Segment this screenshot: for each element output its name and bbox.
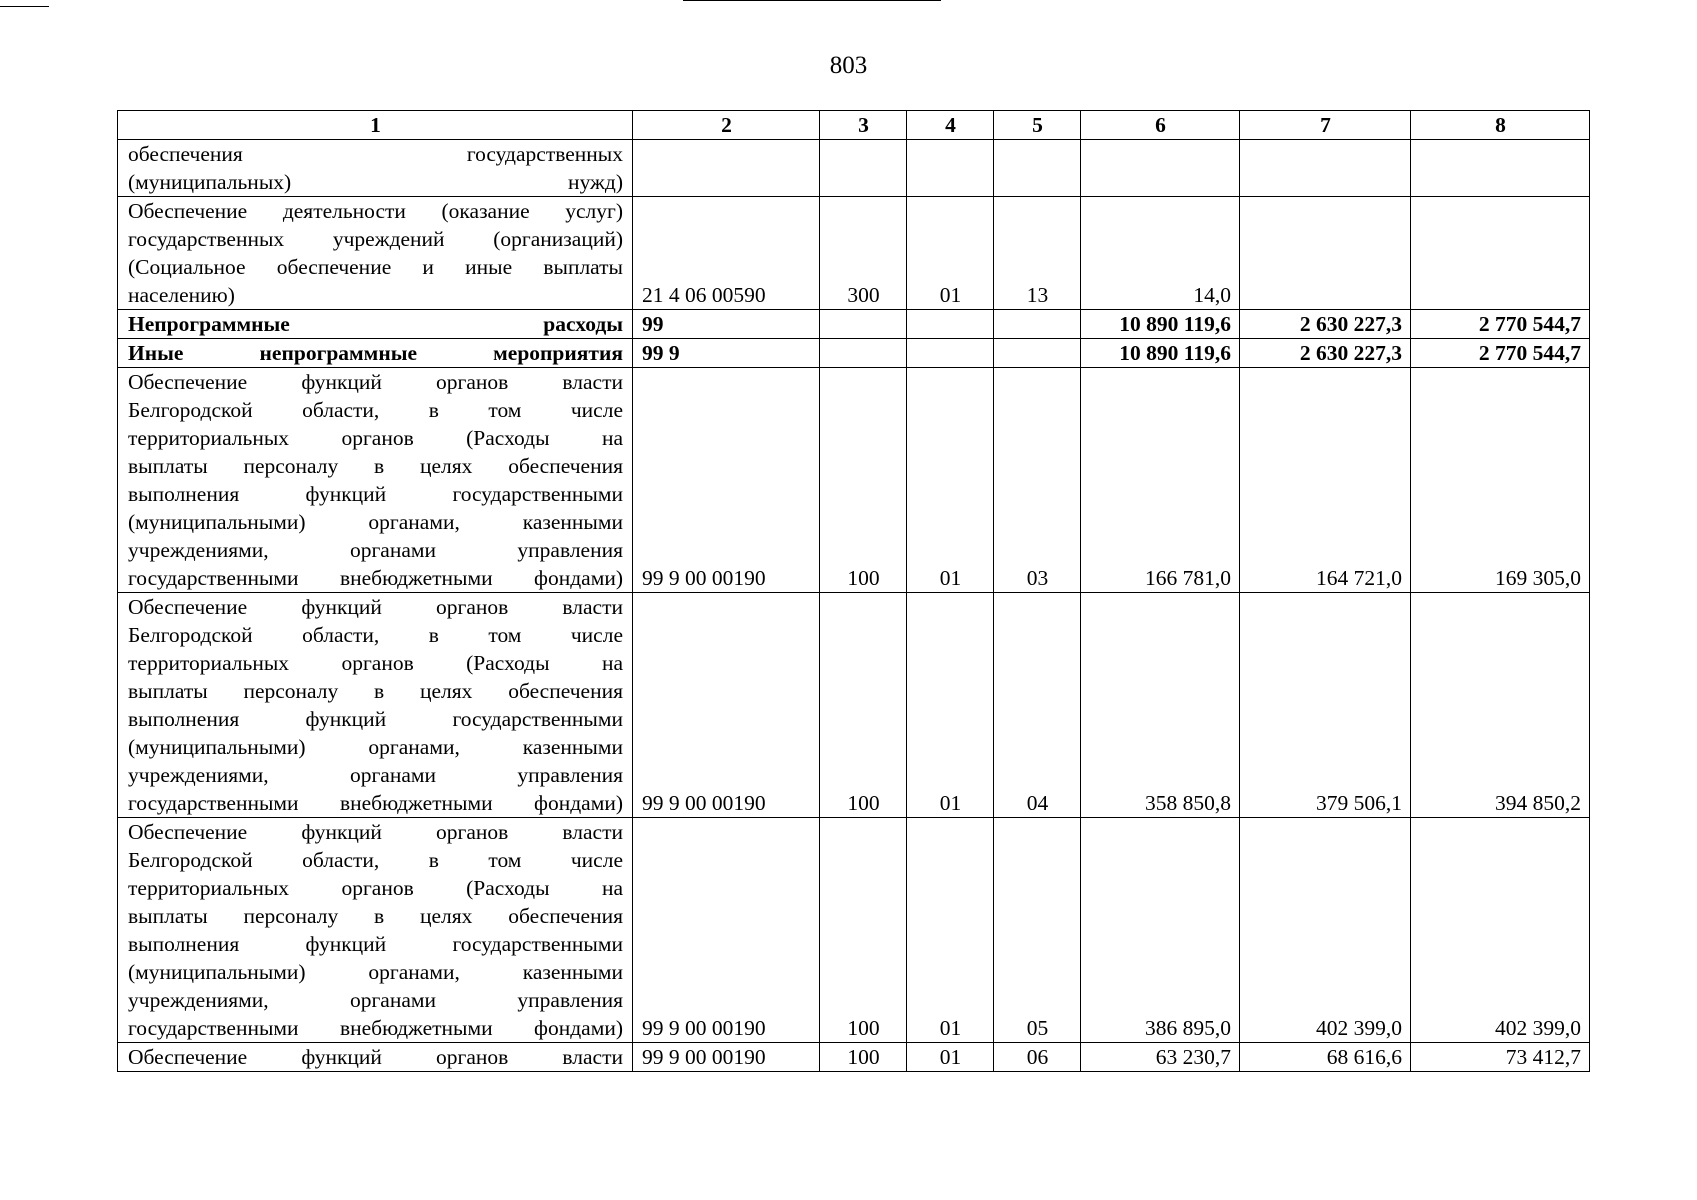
- subsection-cell: 13: [994, 197, 1081, 310]
- table-body: [118, 140, 1590, 1072]
- expense-type-cell: 100: [820, 818, 907, 1043]
- amount-col6-cell: 63 230,7: [1081, 1043, 1240, 1072]
- description-line: государственными внебюджетными фондами): [128, 791, 623, 815]
- description-line: Обеспечение деятельности (оказание услуг): [128, 199, 623, 223]
- description-line: выполнения функций государственными: [128, 707, 623, 731]
- row-description: [118, 140, 633, 197]
- amount-col7-cell: 2 630 227,3: [1240, 310, 1411, 339]
- amount-col6-cell: 166 781,0: [1081, 368, 1240, 593]
- description-line: государственными внебюджетными фондами): [128, 566, 623, 590]
- column-header: 3: [820, 111, 907, 140]
- amount-col7-cell: 68 616,6: [1240, 1043, 1411, 1072]
- amount-col7-cell: 164 721,0: [1240, 368, 1411, 593]
- description-line: выполнения функций государственными: [128, 482, 623, 506]
- subsection-cell: [994, 310, 1081, 339]
- table-row: [118, 368, 1590, 593]
- amount-col8-cell: 73 412,7: [1411, 1043, 1590, 1072]
- description-line: территориальных органов (Расходы на: [128, 426, 623, 450]
- description-line: учреждениями, органами управления: [128, 763, 623, 787]
- program-code-cell: 99 9 00 00190: [633, 593, 820, 818]
- column-header: 5: [994, 111, 1081, 140]
- amount-col7-cell: 379 506,1: [1240, 593, 1411, 818]
- section-cell: 01: [907, 197, 994, 310]
- amount-col7-cell: [1240, 140, 1411, 197]
- expense-type-cell: [820, 339, 907, 368]
- description-line: (муниципальными) органами, казенными: [128, 510, 623, 534]
- description-line: Белгородской области, в том числе: [128, 398, 623, 422]
- expense-type-cell: [820, 310, 907, 339]
- section-cell: 01: [907, 368, 994, 593]
- description-line: выполнения функций государственными: [128, 932, 623, 956]
- amount-col8-cell: 169 305,0: [1411, 368, 1590, 593]
- description-line: Белгородской области, в том числе: [128, 623, 623, 647]
- description-line: территориальных органов (Расходы на: [128, 876, 623, 900]
- program-code-cell: 99 9 00 00190: [633, 1043, 820, 1072]
- section-cell: [907, 140, 994, 197]
- row-description: [118, 593, 633, 818]
- budget-table: [117, 110, 1590, 1072]
- description-line: (муниципальных) нужд): [128, 170, 623, 194]
- row-description: [118, 368, 633, 593]
- amount-col7-cell: [1240, 197, 1411, 310]
- description-line: (муниципальными) органами, казенными: [128, 735, 623, 759]
- column-header: 6: [1081, 111, 1240, 140]
- table-row: [118, 1043, 1590, 1072]
- description-line: Обеспечение функций органов власти: [128, 370, 623, 394]
- column-header: 2: [633, 111, 820, 140]
- subsection-cell: 05: [994, 818, 1081, 1043]
- table-row: [118, 140, 1590, 197]
- amount-col8-cell: 2 770 544,7: [1411, 339, 1590, 368]
- page-number: 803: [829, 52, 868, 79]
- table-header-row: [118, 111, 1590, 140]
- amount-col7-cell: 2 630 227,3: [1240, 339, 1411, 368]
- row-description: [118, 818, 633, 1043]
- amount-col8-cell: 394 850,2: [1411, 593, 1590, 818]
- table-row: [118, 310, 1590, 339]
- amount-col7-cell: 402 399,0: [1240, 818, 1411, 1043]
- description-line: обеспечения государственных: [128, 142, 623, 166]
- description-line: (Социальное обеспечение и иные выплаты: [128, 255, 623, 279]
- row-description: [118, 197, 633, 310]
- description-line: учреждениями, органами управления: [128, 538, 623, 562]
- subsection-cell: 06: [994, 1043, 1081, 1072]
- amount-col8-cell: [1411, 140, 1590, 197]
- subsection-cell: 04: [994, 593, 1081, 818]
- row-description: [118, 310, 633, 339]
- table-row: [118, 818, 1590, 1043]
- amount-col8-cell: 2 770 544,7: [1411, 310, 1590, 339]
- description-line: государственными внебюджетными фондами): [128, 1016, 623, 1040]
- row-description: [118, 1043, 633, 1072]
- amount-col8-cell: [1411, 197, 1590, 310]
- description-line: учреждениями, органами управления: [128, 988, 623, 1012]
- column-header: 7: [1240, 111, 1411, 140]
- description-line: выплаты персоналу в целях обеспечения: [128, 904, 623, 928]
- amount-col8-cell: 402 399,0: [1411, 818, 1590, 1043]
- description-line: Непрограммные расходы: [128, 312, 623, 336]
- description-line: (муниципальными) органами, казенными: [128, 960, 623, 984]
- row-description: [118, 339, 633, 368]
- description-line: территориальных органов (Расходы на: [128, 651, 623, 675]
- expense-type-cell: 100: [820, 593, 907, 818]
- description-line: выплаты персоналу в целях обеспечения: [128, 454, 623, 478]
- program-code-cell: 99: [633, 310, 820, 339]
- table-row: [118, 339, 1590, 368]
- amount-col6-cell: 14,0: [1081, 197, 1240, 310]
- description-line: Обеспечение функций органов власти: [128, 595, 623, 619]
- description-line: Белгородской области, в том числе: [128, 848, 623, 872]
- column-header: 8: [1411, 111, 1590, 140]
- subsection-cell: [994, 339, 1081, 368]
- section-cell: 01: [907, 1043, 994, 1072]
- subsection-cell: 03: [994, 368, 1081, 593]
- section-cell: [907, 310, 994, 339]
- scan-artifact-line: [683, 0, 941, 1]
- table-row: [118, 593, 1590, 818]
- scan-artifact-line: [0, 6, 49, 7]
- column-header: 4: [907, 111, 994, 140]
- subsection-cell: [994, 140, 1081, 197]
- section-cell: 01: [907, 818, 994, 1043]
- amount-col6-cell: 386 895,0: [1081, 818, 1240, 1043]
- description-line: государственных учреждений (организаций): [128, 227, 623, 251]
- expense-type-cell: 100: [820, 368, 907, 593]
- description-line: Иные непрограммные мероприятия: [128, 341, 623, 365]
- expense-type-cell: 300: [820, 197, 907, 310]
- description-line: населению): [128, 283, 235, 307]
- program-code-cell: 21 4 06 00590: [633, 197, 820, 310]
- description-line: Обеспечение функций органов власти: [128, 820, 623, 844]
- amount-col6-cell: 10 890 119,6: [1081, 339, 1240, 368]
- program-code-cell: 99 9 00 00190: [633, 818, 820, 1043]
- amount-col6-cell: 10 890 119,6: [1081, 310, 1240, 339]
- program-code-cell: 99 9 00 00190: [633, 368, 820, 593]
- section-cell: [907, 339, 994, 368]
- program-code-cell: 99 9: [633, 339, 820, 368]
- description-line: выплаты персоналу в целях обеспечения: [128, 679, 623, 703]
- section-cell: 01: [907, 593, 994, 818]
- column-header: 1: [118, 111, 633, 140]
- table-row: [118, 197, 1590, 310]
- expense-type-cell: 100: [820, 1043, 907, 1072]
- amount-col6-cell: [1081, 140, 1240, 197]
- expense-type-cell: [820, 140, 907, 197]
- amount-col6-cell: 358 850,8: [1081, 593, 1240, 818]
- program-code-cell: [633, 140, 820, 197]
- description-line: Обеспечение функций органов власти: [128, 1045, 623, 1069]
